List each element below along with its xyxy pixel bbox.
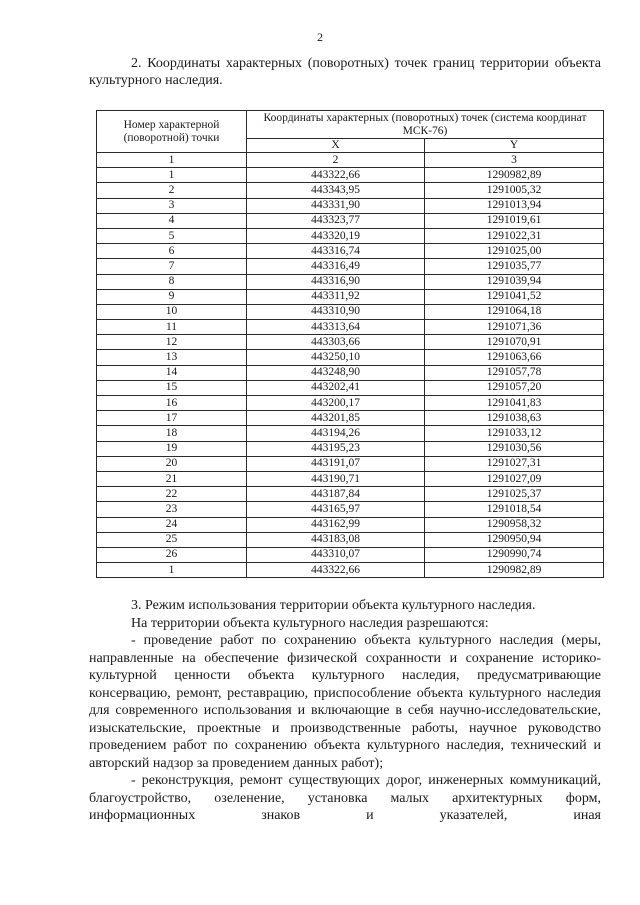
x-coordinate-cell: 443310,90 bbox=[247, 304, 425, 319]
point-number-cell: 10 bbox=[97, 304, 247, 319]
x-coordinate-cell: 443202,41 bbox=[247, 380, 425, 395]
y-coordinate-cell: 1291041,83 bbox=[425, 396, 604, 411]
x-coordinate-cell: 443331,90 bbox=[247, 198, 425, 213]
x-coordinate-cell: 443250,10 bbox=[247, 350, 425, 365]
y-coordinate-cell: 1291025,00 bbox=[425, 244, 604, 259]
point-number-cell: 26 bbox=[97, 547, 247, 562]
point-number-cell: 8 bbox=[97, 274, 247, 289]
x-coordinate-cell: 443187,84 bbox=[247, 487, 425, 502]
column-number: 3 bbox=[425, 153, 604, 168]
x-coordinate-cell: 443323,77 bbox=[247, 213, 425, 228]
y-coordinate-cell: 1291022,31 bbox=[425, 228, 604, 243]
x-coordinate-cell: 443320,19 bbox=[247, 228, 425, 243]
point-number-cell: 16 bbox=[97, 396, 247, 411]
x-coordinate-cell: 443316,90 bbox=[247, 274, 425, 289]
y-coordinate-cell: 1291035,77 bbox=[425, 259, 604, 274]
point-number-cell: 22 bbox=[97, 487, 247, 502]
table-row bbox=[97, 183, 604, 198]
x-coordinate-cell: 443165,97 bbox=[247, 502, 425, 517]
point-number-cell: 7 bbox=[97, 259, 247, 274]
point-number-cell: 11 bbox=[97, 320, 247, 335]
point-number-cell: 3 bbox=[97, 198, 247, 213]
point-number-cell: 1 bbox=[97, 168, 247, 183]
point-number-cell: 9 bbox=[97, 289, 247, 304]
table-row bbox=[97, 456, 604, 471]
point-number-cell: 14 bbox=[97, 365, 247, 380]
x-coordinate-cell: 443313,64 bbox=[247, 320, 425, 335]
y-coordinate-cell: 1291063,66 bbox=[425, 350, 604, 365]
point-number-cell: 4 bbox=[97, 213, 247, 228]
x-coordinate-cell: 443248,90 bbox=[247, 365, 425, 380]
y-coordinate-cell: 1291057,78 bbox=[425, 365, 604, 380]
x-coordinate-cell: 443322,66 bbox=[247, 563, 425, 578]
x-coordinate-cell: 443201,85 bbox=[247, 411, 425, 426]
table-row bbox=[97, 365, 604, 380]
table-row bbox=[97, 198, 604, 213]
point-number-cell: 23 bbox=[97, 502, 247, 517]
point-number-cell: 21 bbox=[97, 471, 247, 486]
y-coordinate-cell: 1291030,56 bbox=[425, 441, 604, 456]
table-row bbox=[97, 517, 604, 532]
y-coordinate-cell: 1291027,31 bbox=[425, 456, 604, 471]
point-number-cell: 13 bbox=[97, 350, 247, 365]
table-row bbox=[97, 320, 604, 335]
table-row bbox=[97, 411, 604, 426]
point-number-cell: 6 bbox=[97, 244, 247, 259]
x-coordinate-cell: 443200,17 bbox=[247, 396, 425, 411]
y-coordinate-cell: 1291013,94 bbox=[425, 198, 604, 213]
table-row bbox=[97, 471, 604, 486]
column-number: 2 bbox=[247, 153, 425, 168]
y-coordinate-cell: 1291019,61 bbox=[425, 213, 604, 228]
table-row bbox=[97, 563, 604, 578]
table-row bbox=[97, 244, 604, 259]
y-coordinate-cell: 1291027,09 bbox=[425, 471, 604, 486]
y-coordinate-cell: 1291038,63 bbox=[425, 411, 604, 426]
y-coordinate-cell: 1291025,37 bbox=[425, 487, 604, 502]
x-coordinate-cell: 443310,07 bbox=[247, 547, 425, 562]
header-coordinates: Координаты характерных (поворотных) точек (система координат МСК-76) bbox=[247, 111, 604, 139]
y-coordinate-cell: 1291039,94 bbox=[425, 274, 604, 289]
point-number-cell: 17 bbox=[97, 411, 247, 426]
y-coordinate-cell: 1291070,91 bbox=[425, 335, 604, 350]
table-row bbox=[97, 259, 604, 274]
point-number-cell: 15 bbox=[97, 380, 247, 395]
x-coordinate-cell: 443303,66 bbox=[247, 335, 425, 350]
x-coordinate-cell: 443183,08 bbox=[247, 532, 425, 547]
x-coordinate-cell: 443316,74 bbox=[247, 244, 425, 259]
point-number-cell: 24 bbox=[97, 517, 247, 532]
permitted-item-2: - реконструкция, ремонт существующих дорог, инженерных коммуникаций, благоустройство, озеленение, установка малых архитектурных форм, информационных знаков и указателей, иная bbox=[89, 773, 601, 823]
y-coordinate-cell: 1291018,54 bbox=[425, 502, 604, 517]
table-row bbox=[97, 487, 604, 502]
header-y: Y bbox=[425, 139, 604, 153]
column-number-row bbox=[97, 153, 604, 168]
table-row bbox=[97, 213, 604, 228]
table-row bbox=[97, 228, 604, 243]
table-row bbox=[97, 396, 604, 411]
y-coordinate-cell: 1291057,20 bbox=[425, 380, 604, 395]
coordinates-table bbox=[96, 110, 604, 578]
x-coordinate-cell: 443194,26 bbox=[247, 426, 425, 441]
table-row bbox=[97, 426, 604, 441]
table-row bbox=[97, 380, 604, 395]
y-coordinate-cell: 1290950,94 bbox=[425, 532, 604, 547]
table-row bbox=[97, 547, 604, 562]
table-row bbox=[97, 335, 604, 350]
header-x: X bbox=[247, 139, 425, 153]
table-row bbox=[97, 289, 604, 304]
section-2-heading: 2. Координаты характерных (поворотных) точек границ территории объекта культурного наследия. bbox=[89, 56, 601, 88]
point-number-cell: 2 bbox=[97, 183, 247, 198]
y-coordinate-cell: 1290990,74 bbox=[425, 547, 604, 562]
point-number-cell: 25 bbox=[97, 532, 247, 547]
point-number-cell: 20 bbox=[97, 456, 247, 471]
point-number-cell: 18 bbox=[97, 426, 247, 441]
x-coordinate-cell: 443316,49 bbox=[247, 259, 425, 274]
point-number-cell: 19 bbox=[97, 441, 247, 456]
x-coordinate-cell: 443322,66 bbox=[247, 168, 425, 183]
table-row bbox=[97, 168, 604, 183]
table-row bbox=[97, 532, 604, 547]
x-coordinate-cell: 443195,23 bbox=[247, 441, 425, 456]
permitted-item-1: - проведение работ по сохранению объекта культурного наследия (меры, направленные на обеспечение физической сохранности и сохранение историко-культурной ценности объекта культурного наследия, предусматривающие консервацию, ремонт, реставрацию, приспособление объекта культурного наследия для современного использования и включающие в себя научно-исследовательские, изыскательские, проектные и производственные работы, научное руководство проведением работ по сохранению объекта культурного наследия, технический и авторский надзор за проведением данных работ); bbox=[89, 633, 601, 771]
x-coordinate-cell: 443162,99 bbox=[247, 517, 425, 532]
table-row bbox=[97, 502, 604, 517]
section-3-heading: 3. Режим использования территории объекта культурного наследия. bbox=[131, 598, 536, 613]
x-coordinate-cell: 443343,95 bbox=[247, 183, 425, 198]
point-number-cell: 1 bbox=[97, 563, 247, 578]
y-coordinate-cell: 1290982,89 bbox=[425, 168, 604, 183]
y-coordinate-cell: 1290982,89 bbox=[425, 563, 604, 578]
section-3-intro: На территории объекта культурного наследия разрешаются: bbox=[131, 615, 489, 631]
table-row bbox=[97, 274, 604, 289]
y-coordinate-cell: 1290958,32 bbox=[425, 517, 604, 532]
y-coordinate-cell: 1291033,12 bbox=[425, 426, 604, 441]
table-row bbox=[97, 350, 604, 365]
y-coordinate-cell: 1291071,36 bbox=[425, 320, 604, 335]
table-row bbox=[97, 441, 604, 456]
y-coordinate-cell: 1291041,52 bbox=[425, 289, 604, 304]
y-coordinate-cell: 1291005,32 bbox=[425, 183, 604, 198]
column-number: 1 bbox=[97, 153, 247, 168]
table-row bbox=[97, 304, 604, 319]
page-number: 2 bbox=[317, 30, 323, 44]
header-point-number: Номер характерной (поворотной) точки bbox=[97, 111, 247, 153]
point-number-cell: 5 bbox=[97, 228, 247, 243]
y-coordinate-cell: 1291064,18 bbox=[425, 304, 604, 319]
x-coordinate-cell: 443311,92 bbox=[247, 289, 425, 304]
point-number-cell: 12 bbox=[97, 335, 247, 350]
x-coordinate-cell: 443190,71 bbox=[247, 471, 425, 486]
section-3 bbox=[89, 597, 601, 825]
x-coordinate-cell: 443191,07 bbox=[247, 456, 425, 471]
